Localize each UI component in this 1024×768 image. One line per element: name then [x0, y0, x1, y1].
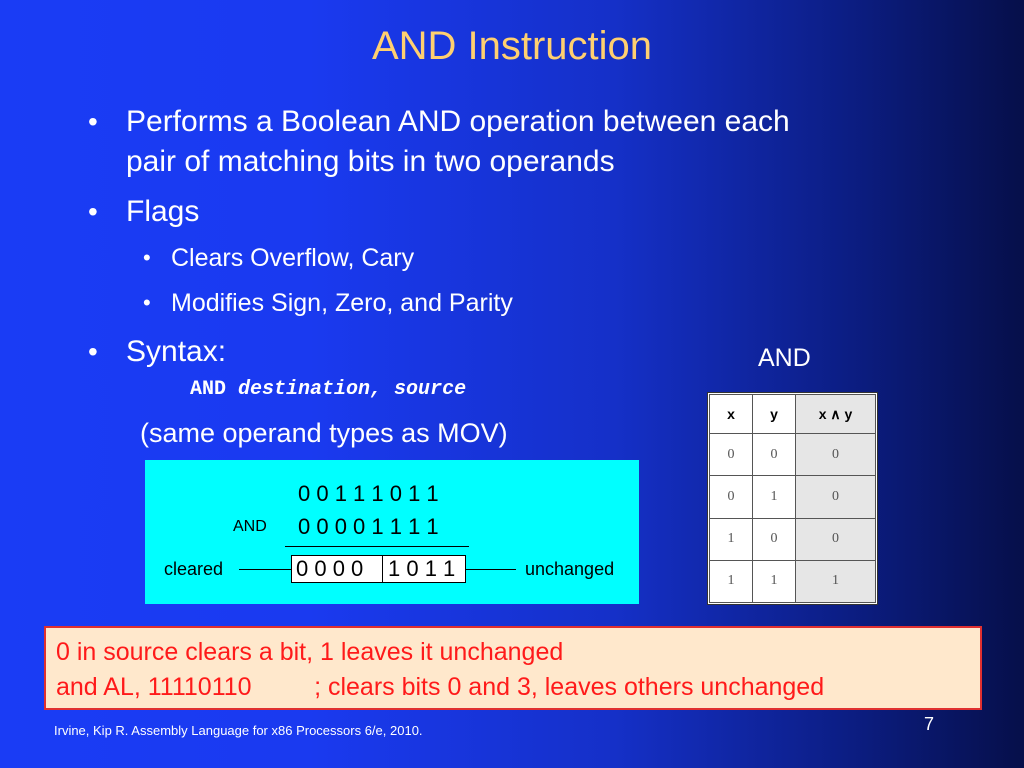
bullet-syntax — [88, 332, 227, 372]
cell-x: 0 — [710, 434, 753, 476]
table-row — [710, 560, 876, 602]
cleared-connector — [239, 569, 291, 570]
syntax-args: destination, source — [238, 378, 467, 401]
result-unchanged-bits: 1 0 1 1 — [388, 556, 456, 581]
cell-result: 0 — [796, 518, 876, 560]
truth-table — [707, 392, 878, 605]
header-x: x — [710, 395, 753, 434]
syntax-code — [190, 378, 466, 401]
and-operator-label: AND — [233, 518, 267, 535]
bullet-flags — [88, 192, 200, 232]
bullet-dot: • — [88, 106, 98, 137]
bullet-dot: • — [143, 245, 151, 270]
callout-box — [44, 626, 982, 710]
table-row — [710, 476, 876, 518]
callout-line-1: 0 in source clears a bit, 1 leaves it unchanged — [56, 638, 564, 666]
cell-x: 1 — [710, 560, 753, 602]
sub-bullet-modifies — [143, 287, 513, 319]
unchanged-label: unchanged — [525, 559, 615, 579]
bullet-dot: • — [88, 336, 98, 367]
header-y: y — [753, 395, 796, 434]
syntax-keyword: AND — [190, 378, 227, 401]
cell-result: 0 — [796, 434, 876, 476]
sub-bullet-clears — [143, 242, 415, 274]
page-number: 7 — [924, 714, 935, 734]
result-cleared-bits: 0 0 0 0 — [296, 556, 364, 581]
operand-1-bits: 0 0 1 1 1 0 1 1 — [298, 481, 439, 506]
operand-2-bits: 0 0 0 0 1 1 1 1 — [298, 514, 439, 539]
cleared-label: cleared — [164, 559, 224, 579]
truth-table-title: AND — [758, 344, 811, 372]
table-row — [710, 434, 876, 476]
cell-result: 0 — [796, 476, 876, 518]
bullet-text-line2: pair of matching bits in two operands — [126, 145, 615, 178]
slide-title: AND Instruction — [371, 24, 653, 68]
bullet-text: Syntax: — [126, 335, 227, 368]
result-divider — [382, 556, 383, 582]
operand-note: (same operand types as MOV) — [140, 418, 508, 448]
bullet-dot: • — [88, 196, 98, 227]
cell-x: 1 — [710, 518, 753, 560]
result-box — [291, 555, 466, 583]
table-row — [710, 518, 876, 560]
sub-bullet-text: Modifies Sign, Zero, and Parity — [171, 289, 513, 317]
footer-citation: Irvine, Kip R. Assembly Language for x86 Processors 6/e, 2010. — [54, 723, 423, 738]
cell-x: 0 — [710, 476, 753, 518]
callout-line-2: and AL, 11110110 ; clears bits 0 and 3, leaves others unchanged — [56, 673, 825, 701]
unchanged-connector — [466, 569, 516, 570]
cell-y: 0 — [753, 518, 796, 560]
sub-bullet-text: Clears Overflow, Cary — [171, 244, 415, 272]
cell-result: 1 — [796, 560, 876, 602]
bullet-text: Flags — [126, 195, 200, 228]
bullet-dot: • — [143, 290, 151, 315]
truth-table-header-row — [710, 395, 876, 434]
cell-y: 0 — [753, 434, 796, 476]
header-x-and-y: x ∧ y — [796, 395, 876, 434]
sum-line — [285, 546, 469, 547]
bit-diagram — [145, 460, 639, 604]
bullet-boolean-and — [88, 102, 790, 182]
bullet-text-line1: Performs a Boolean AND operation between each — [126, 105, 790, 138]
cell-y: 1 — [753, 560, 796, 602]
cell-y: 1 — [753, 476, 796, 518]
